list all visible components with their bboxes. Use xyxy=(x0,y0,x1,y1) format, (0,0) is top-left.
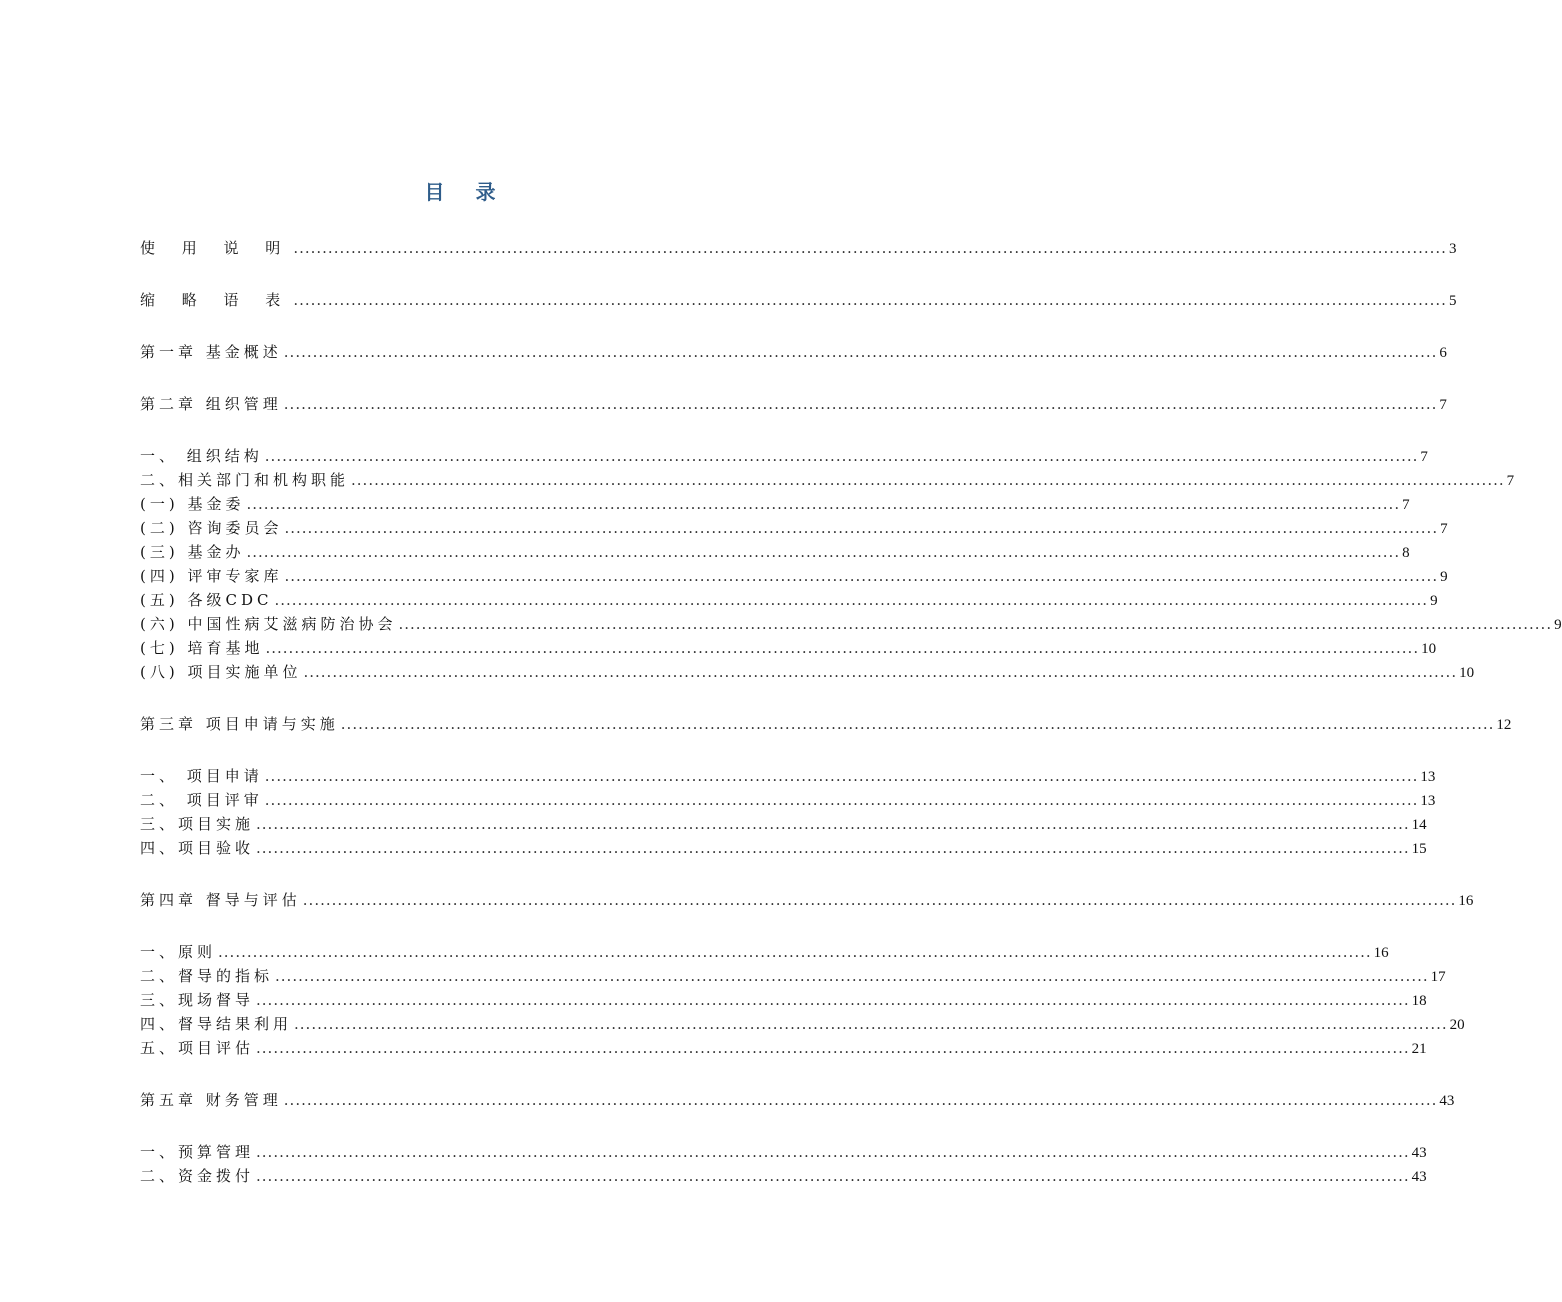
toc-entry-label: (六) 中国性病艾滋病防治协会 xyxy=(140,615,397,633)
toc-leader-dots: ........................................................................................................................................................................................................ xyxy=(246,543,1401,561)
toc-title: 目 录 xyxy=(424,180,508,204)
toc-entry-label: (二) 咨询委员会 xyxy=(140,519,283,537)
toc-page-number: 7 xyxy=(1506,473,1515,489)
toc-leader-dots: ........................................................................................................................................................................................................ xyxy=(246,495,1401,513)
toc-entry-subsection[interactable] xyxy=(140,660,1475,684)
toc-entry-subsection[interactable] xyxy=(140,516,1448,540)
toc-entry-subsection[interactable] xyxy=(140,492,1410,516)
toc-page-number: 7 xyxy=(1440,521,1448,537)
toc-entry-label: 四、项目验收 xyxy=(140,839,255,857)
toc-entry-section[interactable] xyxy=(140,836,1427,860)
toc-entry-section[interactable] xyxy=(140,444,1428,468)
toc-page-number: 9 xyxy=(1554,617,1562,633)
toc-entry-label: 一、 组织结构 xyxy=(140,447,263,465)
toc-page-number: 7 xyxy=(1420,449,1428,465)
toc-page-number: 10 xyxy=(1421,641,1437,657)
toc-entry-section[interactable] xyxy=(140,1012,1465,1036)
toc-leader-dots: ........................................................................................................................................................................................................ xyxy=(283,395,1438,413)
toc-leader-dots: ........................................................................................................................................................................................................ xyxy=(284,519,1439,537)
toc-entry-section[interactable] xyxy=(140,964,1446,988)
toc-leader-dots: ........................................................................................................................................................................................................ xyxy=(283,1091,1438,1109)
toc-entry-label: 缩 略 语 表 xyxy=(140,291,292,309)
toc-entry-label: 三、现场督导 xyxy=(140,991,255,1009)
toc-page-number: 9 xyxy=(1440,569,1448,585)
toc-entry-label: 使 用 说 明 xyxy=(140,239,292,257)
toc-page-number: 16 xyxy=(1373,945,1389,961)
toc-entry-label: 第一章 基金概述 xyxy=(140,343,282,361)
toc-leader-dots: ........................................................................................................................................................................................................ xyxy=(265,639,1420,657)
toc-page-number: 3 xyxy=(1448,241,1457,257)
toc-entry-label: 二、相关部门和机构职能 xyxy=(140,471,350,489)
toc-page-number: 5 xyxy=(1448,293,1457,309)
toc-entry-label: 四、督导结果利用 xyxy=(140,1015,293,1033)
toc-leader-dots: ........................................................................................................................................................................................................ xyxy=(256,815,1410,833)
toc-entry-label: (五) 各级CDC xyxy=(140,591,273,609)
toc-entry-chapter-5[interactable] xyxy=(140,1088,1455,1112)
toc-entry-label: 五、项目评估 xyxy=(140,1039,255,1057)
toc-entry-label: (一) 基金委 xyxy=(140,495,245,513)
toc-entry-label: 一、预算管理 xyxy=(140,1143,255,1161)
toc-page-number: 7 xyxy=(1439,397,1447,413)
toc-leader-dots: ........................................................................................................................................................................................................ xyxy=(256,991,1410,1009)
toc-entry-label: 第五章 财务管理 xyxy=(140,1091,282,1109)
toc-leader-dots: ........................................................................................................................................................................................................ xyxy=(264,447,1419,465)
toc-entry-section[interactable] xyxy=(140,988,1427,1012)
toc-leader-dots: ........................................................................................................................................................................................................ xyxy=(218,943,1372,961)
toc-leader-dots: ........................................................................................................................................................................................................ xyxy=(303,663,1458,681)
toc-entry-subsection[interactable] xyxy=(140,588,1438,612)
toc-entry-label: (八) 项目实施单位 xyxy=(140,663,302,681)
toc-page-number: 8 xyxy=(1402,545,1410,561)
toc-page-number: 43 xyxy=(1411,1145,1427,1161)
toc-page-number: 17 xyxy=(1430,969,1446,985)
toc-entry-label: (三) 基金办 xyxy=(140,543,245,561)
toc-leader-dots: ........................................................................................................................................................................................................ xyxy=(256,1143,1410,1161)
toc-page-number: 43 xyxy=(1439,1093,1455,1109)
toc-entry-label: (七) 培育基地 xyxy=(140,639,264,657)
toc-page-number: 20 xyxy=(1449,1017,1465,1033)
toc-page-number: 16 xyxy=(1458,893,1474,909)
toc-leader-dots: ........................................................................................................................................................................................................ xyxy=(256,1167,1410,1185)
toc-entry-label: (四) 评审专家库 xyxy=(140,567,283,585)
toc-entry-chapter-2[interactable] xyxy=(140,392,1447,416)
toc-entry-chapter-1[interactable] xyxy=(140,340,1447,364)
toc-leader-dots: ........................................................................................................................................................................................................ xyxy=(274,591,1429,609)
toc-page-number: 21 xyxy=(1411,1041,1427,1057)
toc-leader-dots: ........................................................................................................................................................................................................ xyxy=(351,471,1505,489)
toc-leader-dots: ........................................................................................................................................................................................................ xyxy=(256,839,1410,857)
toc-page-number: 13 xyxy=(1420,769,1436,785)
toc-leader-dots: ........................................................................................................................................................................................................ xyxy=(264,767,1419,785)
toc-entry-section[interactable] xyxy=(140,812,1427,836)
toc-entry-label: 第二章 组织管理 xyxy=(140,395,282,413)
toc-entry-subsection[interactable] xyxy=(140,564,1448,588)
toc-entry-section[interactable] xyxy=(140,940,1389,964)
toc-leader-dots: ........................................................................................................................................................................................................ xyxy=(294,1015,1448,1033)
toc-entry-subsection[interactable] xyxy=(140,612,1562,636)
toc-entry-label: 三、项目实施 xyxy=(140,815,255,833)
toc-entry-section[interactable] xyxy=(140,468,1515,492)
toc-leader-dots: ........................................................................................................................................................................................................ xyxy=(256,1039,1410,1057)
toc-leader-dots: ........................................................................................................................................................................................................ xyxy=(293,239,1447,257)
toc-entry-subsection[interactable] xyxy=(140,540,1410,564)
toc-entry-label: 二、督导的指标 xyxy=(140,967,274,985)
toc-page-number: 12 xyxy=(1496,717,1512,733)
toc-entry-label: 二、 项目评审 xyxy=(140,791,263,809)
toc-entry-chapter-3[interactable] xyxy=(140,712,1512,736)
toc-leader-dots: ........................................................................................................................................................................................................ xyxy=(398,615,1553,633)
toc-entry-label: 二、资金拨付 xyxy=(140,1167,255,1185)
toc-leader-dots: ........................................................................................................................................................................................................ xyxy=(275,967,1429,985)
toc-entry-section[interactable] xyxy=(140,1164,1427,1188)
table-of-contents xyxy=(140,236,1562,1188)
toc-leader-dots: ........................................................................................................................................................................................................ xyxy=(264,791,1419,809)
toc-entry-abbreviations[interactable] xyxy=(140,288,1457,312)
toc-entry-section[interactable] xyxy=(140,764,1436,788)
toc-entry-usage[interactable] xyxy=(140,236,1457,260)
toc-page-number: 6 xyxy=(1439,345,1447,361)
toc-page-number: 15 xyxy=(1411,841,1427,857)
toc-entry-label: 第四章 督导与评估 xyxy=(140,891,301,909)
toc-leader-dots: ........................................................................................................................................................................................................ xyxy=(293,291,1447,309)
toc-entry-label: 一、原则 xyxy=(140,943,217,961)
toc-leader-dots: ........................................................................................................................................................................................................ xyxy=(340,715,1495,733)
toc-page-number: 18 xyxy=(1411,993,1427,1009)
toc-entry-chapter-4[interactable] xyxy=(140,888,1474,912)
toc-leader-dots: ........................................................................................................................................................................................................ xyxy=(284,567,1439,585)
toc-entry-subsection[interactable] xyxy=(140,636,1437,660)
toc-entry-section[interactable] xyxy=(140,788,1436,812)
toc-leader-dots: ........................................................................................................................................................................................................ xyxy=(283,343,1438,361)
toc-page-number: 43 xyxy=(1411,1169,1427,1185)
toc-page-number: 13 xyxy=(1420,793,1436,809)
toc-entry-label: 第三章 项目申请与实施 xyxy=(140,715,339,733)
toc-page-number: 14 xyxy=(1411,817,1427,833)
toc-page-number: 7 xyxy=(1402,497,1410,513)
toc-entry-section[interactable] xyxy=(140,1036,1427,1060)
toc-entry-label: 一、 项目申请 xyxy=(140,767,263,785)
toc-entry-section[interactable] xyxy=(140,1140,1427,1164)
toc-page-number: 9 xyxy=(1430,593,1438,609)
toc-page-number: 10 xyxy=(1459,665,1475,681)
toc-leader-dots: ........................................................................................................................................................................................................ xyxy=(302,891,1457,909)
